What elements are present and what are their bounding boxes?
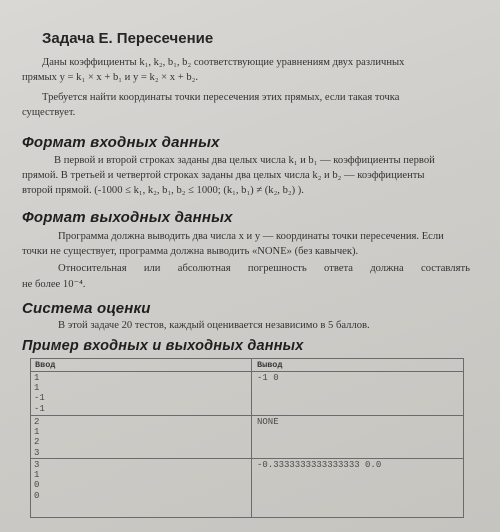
- output-format-line-3: [58, 263, 470, 274]
- scoring-heading: Система оценки: [22, 300, 151, 317]
- statement-line-1: Даны коэффициенты k₁, k₂, b₁, b₂ соответствующие уравнениям двух различных: [42, 57, 405, 68]
- input-format-line-3: второй прямой. (-1000 ≤ k₁, k₂, b₁, b₂ ≤ 1000; (k₁, b₁) ≠ (k₂, b₂) ).: [22, 185, 304, 196]
- column-header-output: Вывод: [257, 360, 283, 370]
- example-output-2: NONE: [257, 417, 279, 427]
- input-value: 1: [34, 383, 40, 394]
- word: должна: [370, 263, 404, 274]
- row-divider: [31, 415, 463, 416]
- output-format-line-1: Программа должна выводить два числа x и y — координаты точки пересечения. Если: [58, 231, 444, 242]
- input-value: 1: [34, 427, 40, 438]
- input-value: -1: [34, 403, 45, 414]
- example-output-3: -0.3333333333333333 0.0: [257, 460, 382, 470]
- word: погрешность: [247, 263, 307, 274]
- input-value: 2: [34, 437, 40, 448]
- input-format-heading: Формат входных данных: [22, 134, 220, 151]
- column-header-input: Ввод: [35, 360, 56, 370]
- input-value: 1: [34, 373, 40, 383]
- word: абсолютная: [177, 263, 231, 274]
- example-input-3: [34, 460, 39, 501]
- word: Относительная: [58, 263, 127, 274]
- input-value: 0: [34, 480, 40, 491]
- header-divider: [31, 371, 463, 372]
- input-value: 3: [34, 447, 40, 458]
- input-value: 0: [34, 490, 40, 501]
- scoring-line-1: В этой задаче 20 тестов, каждый оценивается независимо в 5 баллов.: [58, 320, 370, 331]
- word: или: [143, 263, 161, 274]
- example-input-2: [34, 417, 39, 458]
- row-divider: [31, 458, 463, 459]
- input-value: 1: [34, 470, 40, 481]
- statement-line-2: прямых y = k₁ × x + b₁ и y = k₂ × x + b₂.: [22, 72, 198, 83]
- examples-heading: Пример входных и выходных данных: [22, 338, 304, 354]
- page-title: Задача Е. Пересечение: [42, 30, 214, 47]
- statement-line-4: существует.: [22, 107, 76, 118]
- input-format-line-1: В первой и второй строках заданы два целых числа k₁ и b₁ — коэффициенты первой: [54, 155, 435, 166]
- input-format-line-2: прямой. В третьей и четвертой строках заданы два целых числа k₂ и b₂ — коэффициенты: [22, 170, 425, 181]
- word: ответа: [324, 263, 353, 274]
- examples-table: [30, 358, 464, 518]
- example-input-1: [34, 373, 45, 414]
- word: составлять: [421, 263, 470, 274]
- statement-line-3: Требуется найти координаты точки пересечения этих прямых, если такая точка: [42, 92, 400, 103]
- column-divider: [251, 359, 252, 517]
- output-format-line-2: точки не существует, программа должна выводить «NONE» (без кавычек).: [22, 246, 359, 257]
- input-value: 2: [34, 417, 40, 427]
- input-value: 3: [34, 460, 40, 470]
- output-format-line-4: не более 10⁻⁴.: [22, 279, 86, 290]
- input-value: -1: [34, 393, 45, 404]
- output-format-heading: Формат выходных данных: [22, 209, 233, 226]
- example-output-1: -1 0: [257, 373, 279, 383]
